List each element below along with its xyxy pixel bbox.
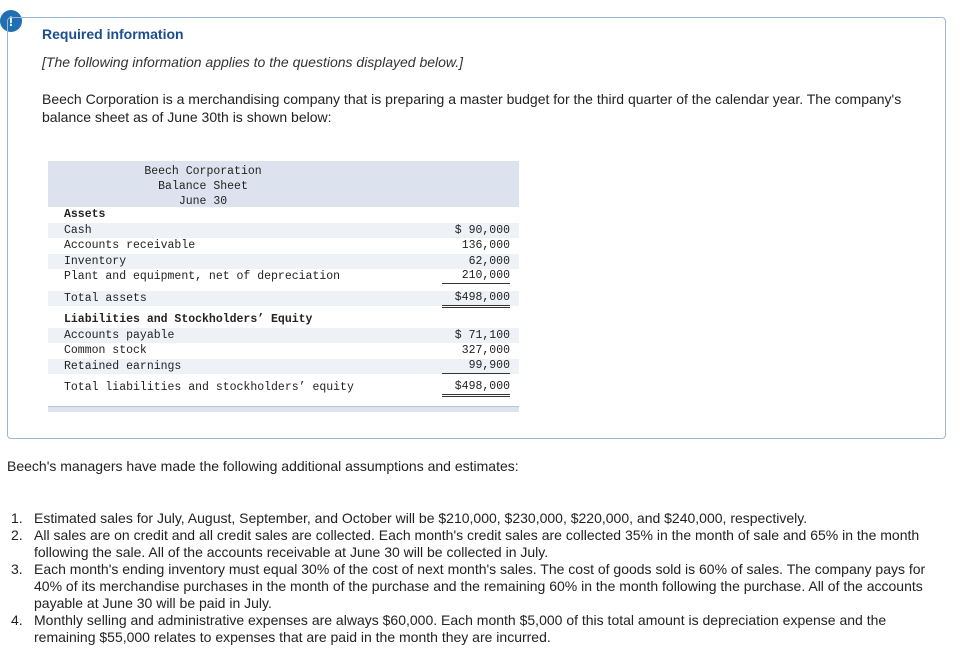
alert-icon: ! xyxy=(0,10,22,32)
table-row xyxy=(48,254,519,270)
row-value: $498,000 xyxy=(442,291,510,308)
statement-title: Balance Sheet xyxy=(158,180,248,193)
row-value: 136,000 xyxy=(461,239,510,252)
table-row xyxy=(48,328,519,344)
row-value: 327,000 xyxy=(461,344,510,357)
table-row xyxy=(48,238,519,254)
assumptions-intro: Beech's managers have made the following additional assumptions and estimates: xyxy=(7,458,519,474)
balance-sheet-table xyxy=(48,161,519,412)
list-number: 3. xyxy=(11,561,23,577)
table-row xyxy=(48,343,519,359)
row-label: Inventory xyxy=(64,254,127,268)
row-value: $ 71,100 xyxy=(454,328,510,342)
required-info-title: Required information xyxy=(42,26,184,42)
row-label: Total assets xyxy=(64,291,147,305)
row-value: $498,000 xyxy=(442,380,510,397)
statement-date: June 30 xyxy=(178,195,228,208)
table-row xyxy=(48,223,519,239)
assumptions-list xyxy=(11,510,951,646)
list-item xyxy=(11,527,951,561)
intro-paragraph: Beech Corporation is a merchandising company that is preparing a master budget for the third quarter of the calendar year. The company's balance sheet as of June 30th is shown below: xyxy=(42,91,902,125)
info-note: [The following information applies to the questions displayed below.] xyxy=(42,54,464,70)
liabilities-heading-row xyxy=(48,312,519,328)
row-label: Retained earnings xyxy=(64,359,182,373)
row-label: Plant and equipment, net of depreciation xyxy=(64,270,341,283)
row-value: 62,000 xyxy=(468,254,510,268)
list-text: All sales are on credit and all credit sales are collected. Each month's credit sales are collected 35% in the month of sale and 65% in the month following the sale. All of the accounts receivable at June 30 will be collected in July. xyxy=(34,527,920,560)
table-row xyxy=(48,359,519,375)
list-item xyxy=(11,561,951,612)
row-value: $ 90,000 xyxy=(454,223,510,237)
table-row xyxy=(48,269,519,285)
row-label: Common stock xyxy=(64,344,147,357)
row-label: Accounts receivable xyxy=(64,239,196,252)
total-liabilities-row xyxy=(48,380,519,396)
list-number: 1. xyxy=(11,510,23,526)
table-footer-bar xyxy=(48,406,519,412)
row-value: 99,900 xyxy=(442,359,510,374)
company-name: Beech Corporation xyxy=(144,165,262,178)
liabilities-heading: Liabilities and Stockholders’ Equity xyxy=(64,313,313,326)
list-number: 4. xyxy=(11,612,23,628)
total-assets-row xyxy=(48,291,519,307)
list-text: Each month's ending inventory must equal 30% of the cost of next month's sales. The cost of goods sold is 60% of sales. The company pays for 40% of its merchandise purchases in the month of the purchase and the remaining 60% in the month following the purchase. All of the accounts payable at June 30 will be paid in July. xyxy=(34,561,926,611)
assets-heading-row xyxy=(48,207,519,223)
list-number: 2. xyxy=(11,527,23,543)
assets-heading: Assets xyxy=(64,208,106,221)
list-item xyxy=(11,510,951,527)
list-text: Estimated sales for July, August, September, and October will be $210,000, $230,000, $220,000, and $240,000, respectively. xyxy=(34,510,808,526)
row-label: Total liabilities and stockholders’ equity xyxy=(64,381,354,394)
row-label: Accounts payable xyxy=(64,328,175,342)
list-item xyxy=(11,612,951,646)
row-value: 210,000 xyxy=(442,269,510,284)
balance-sheet-header xyxy=(48,161,519,207)
list-text: Monthly selling and administrative expenses are always $60,000. Each month $5,000 of this total amount is depreciation expense and the remaining $55,000 relates to expenses that are paid in the month they are incurred. xyxy=(34,612,887,645)
row-label: Cash xyxy=(64,223,92,237)
